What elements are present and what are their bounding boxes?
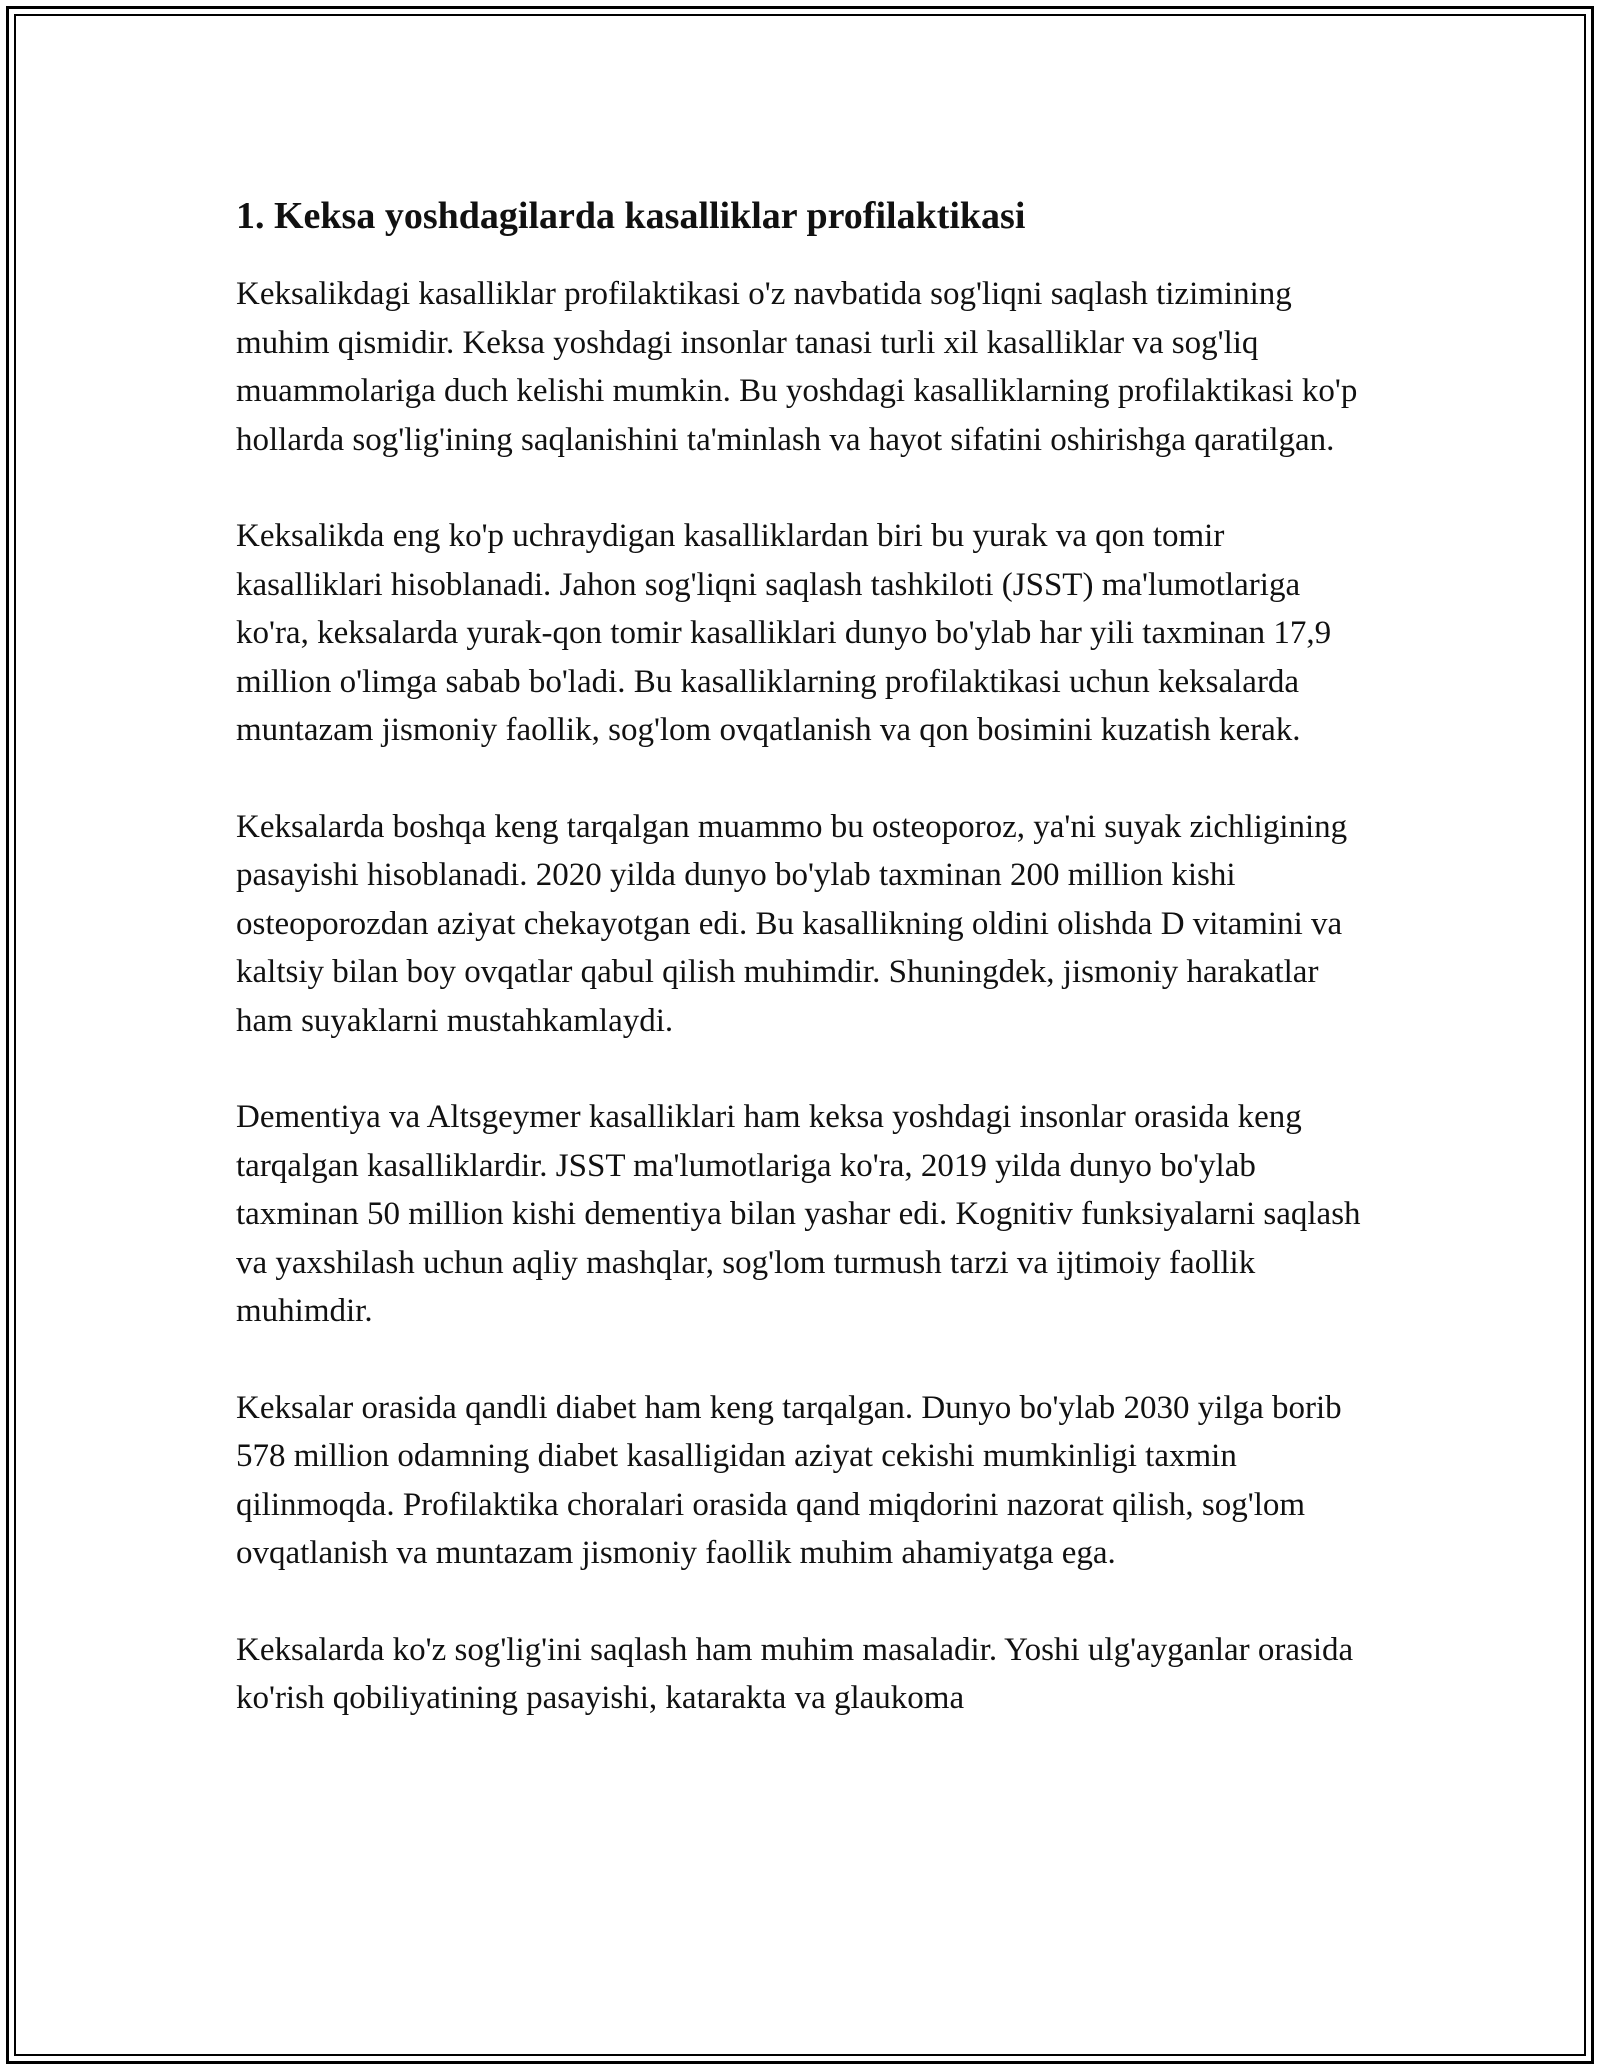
paragraph-eye-health: Keksalarda ko'z sog'lig'ini saqlash ham muhim masaladir. Yoshi ulg'ayganlar orasida ko'rish qobiliyatining pasayishi, katarakta va glaukoma [236,1631,1354,1716]
paragraph-intro: Keksalikdagi kasalliklar profilaktikasi o'z navbatida sog'liqni saqlash tizimining muhim qismidir. Keksa yoshdagi insonlar tanasi turli xil kasalliklar va sog'liq muammolariga duch kelishi mumkin. Bu yoshdagi kasalliklarning profilaktikasi ko'p hollarda sog'lig'ining saqlanishini ta'minlash va hayot sifatini oshirishga qaratilgan. [236,276,1358,458]
paragraph-osteoporosis: Keksalarda boshqa keng tarqalgan muammo bu osteoporoz, ya'ni suyak zichligining pasayishi hisoblanadi. 2020 yilda dunyo bo'ylab taxminan 200 million kishi osteoporozdan aziyat chekayotgan edi. Bu kasallikning oldini olishda D vitamini va kaltsiy bilan boy ovqatlar qabul qilish muhimdir. Shuningdek, jismoniy harakatlar ham suyaklarni mustahkamlaydi. [236,808,1348,1039]
paragraph-diabetes: Keksalar orasida qandli diabet ham keng tarqalgan. Dunyo bo'ylab 2030 yilga borib 578 million odamning diabet kasalligidan aziyat cekishi mumkinligi taxmin qilinmoqda. Profilaktika choralari orasida qand miqdorini nazorat qilish, sog'lom ovqatlanish va muntazam jismoniy faollik muhim ahamiyatga ega. [236,1389,1342,1571]
paragraph-cardiovascular: Keksalikda eng ko'p uchraydigan kasalliklardan biri bu yurak va qon tomir kasalliklari hisoblanadi. Jahon sog'liqni saqlash tashkiloti (JSST) ma'lumotlariga ko'ra, keksalarda yurak-qon tomir kasalliklari dunyo bo'ylab har yili taxminan 17,9 million o'limga sabab bo'ladi. Bu kasalliklarning profilaktikasi uchun keksalarda muntazam jismoniy faollik, sog'lom ovqatlanish va qon bosimini kuzatish kerak. [236,518,1332,748]
paragraph-dementia: Dementiya va Altsgeymer kasalliklari ham keksa yoshdagi insonlar orasida keng tarqalgan kasalliklardir. JSST ma'lumotlariga ko'ra, 2019 yilda dunyo bo'ylab taxminan 50 million kishi dementiya bilan yashar edi. Kognitiv funksiyalarni saqlash va yaxshilash uchun aqliy mashqlar, sog'lom turmush tarzi va ijtimoiy faollik muhimdir. [236,1099,1361,1329]
section-heading: 1. Keksa yoshdagilarda kasalliklar profilaktikasi [236,195,1026,237]
document-body [236,188,1366,1723]
